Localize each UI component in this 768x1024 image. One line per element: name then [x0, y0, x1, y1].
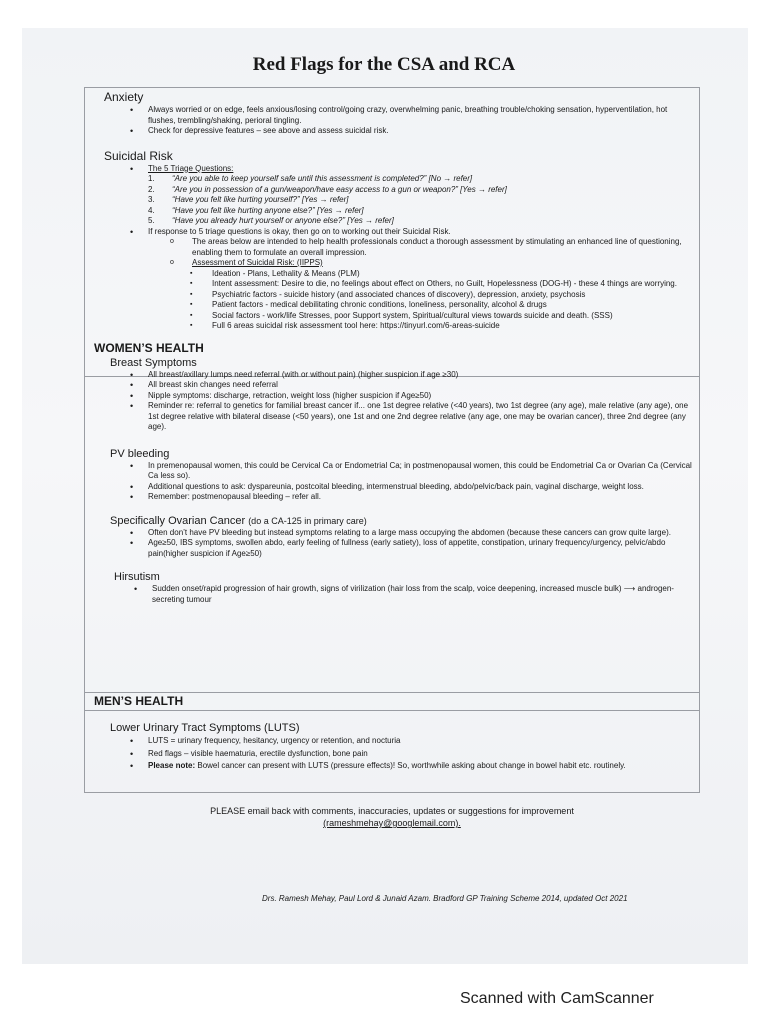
hirsutism-list	[108, 584, 696, 605]
list-item: • Often don’t have PV bleeding but instead symptoms relating to a large mass occupying the abdomen (because these cancers can grow quite large).	[104, 528, 696, 539]
list-item[interactable]: ▪ Full 6 areas suicidal risk assessment tool here: https://tinyurl.com/6-areas-suicide	[168, 321, 696, 332]
ovarian-heading	[110, 514, 696, 528]
list-item	[104, 760, 694, 773]
question-text: “Have you already hurt yourself or anyone else?” [Yes → refer]	[172, 216, 394, 225]
camscanner-watermark: Scanned with CamScanner	[460, 990, 654, 1007]
list-item: • Always worried or on edge, feels anxious/losing control/going crazy, overwhelming panic, breathing trouble/choking sensation, hyperventilation, hot flushes, trembling/shaking, perioral tingling.	[104, 105, 696, 126]
iipps-label: Assessment of Suicidal Risk: (IIPPS)	[192, 258, 323, 267]
question-number: 2.	[148, 184, 155, 194]
breast-heading: Breast Symptoms	[110, 356, 197, 369]
question-text: “Are you able to keep yourself safe until this assessment is completed?” [No → refer]	[172, 174, 473, 183]
document-body	[94, 90, 696, 770]
list-item	[104, 216, 696, 227]
triage-label: The 5 Triage Questions:	[148, 163, 234, 173]
pv-list	[104, 461, 696, 503]
list-item	[104, 185, 696, 196]
suicidal-sublist	[104, 237, 696, 269]
list-item: • All breast skin changes need referral	[104, 380, 696, 391]
list-item: • Age≥50, IBS symptoms, swollen abdo, early feeling of fullness (early satiety), loss of appetite, constipation, urinary frequency/urgency, pelvic/abdo pain(higher suspicion if Age≥50)	[104, 538, 696, 559]
suicidal-section	[104, 149, 696, 332]
list-item	[104, 195, 696, 206]
question-number: 5.	[148, 216, 155, 225]
question-number: 1.	[148, 174, 155, 183]
anxiety-list	[104, 105, 696, 137]
list-item: • All breast/axillary lumps need referral (with or without pain) (higher suspicion if age ≥30)	[104, 370, 696, 381]
anxiety-heading: Anxiety	[104, 90, 144, 104]
list-item: • In premenopausal women, this could be Cervical Ca or Endometrial Ca; in postmenopausal women, this could be Endometrial Ca or Ovarian Ca (Cervical Ca less so).	[104, 461, 696, 482]
list-item: • Sudden onset/rapid progression of hair growth, signs of virilization (hair loss from the scalp, voice deepening, increased muscle bulk) ⟶ androgen-secreting tumour	[108, 584, 696, 605]
note-text: Bowel cancer can present with LUTS (pressure effects)! So, worthwhile asking about change in bowel habit etc. routinely.	[195, 761, 626, 770]
list-item: • Remember: postmenopausal bleeding – refer all.	[104, 492, 696, 503]
womens-heading: WOMEN’S HEALTH	[94, 340, 204, 355]
feedback-email-link[interactable]: (rameshmehay@googlemail.com).	[323, 818, 461, 828]
question-text: “Are you in possession of a gun/weapon/have easy access to a gun or weapon?” [Yes → refer]	[172, 184, 507, 194]
suicidal-heading: Suicidal Risk	[104, 148, 173, 163]
list-item: ▪ Social factors - work/life Stresses, poor Support system, Spiritual/cultural views towards suicide and death. (SSS)	[168, 311, 696, 322]
authors-credit: Drs. Ramesh Mehay, Paul Lord & Junaid Azam. Bradford GP Training Scheme 2014, updated Oct 2021	[262, 894, 628, 903]
list-item: ▪ Ideation - Plans, Lethality & Means (PLM)	[168, 269, 696, 280]
feedback-text: PLEASE email back with comments, inaccuracies, updates or suggestions for improvement	[210, 806, 574, 816]
list-item: • If response to 5 triage questions is okay, then go on to working out their Suicidal Risk.	[104, 227, 696, 238]
question-number: 4.	[148, 205, 155, 215]
list-item: • Reminder re: referral to genetics for familial breast cancer if... one 1st degree relative (<40 years), two 1st degree (any age), male relative (any age), one 1st degree relative with bilateral disease (<50 years), one 1st and one 2nd degree relative (any age, one may be ovarian cancer), three 2nd degree (any age).	[104, 401, 696, 433]
divider-mens	[84, 692, 700, 693]
triage-questions	[104, 174, 696, 227]
feedback-footer	[84, 805, 700, 829]
mens-heading: MEN’S HEALTH	[94, 694, 184, 708]
list-item	[104, 174, 696, 185]
list-item	[104, 164, 696, 175]
list-item	[104, 206, 696, 217]
luts-list	[104, 735, 694, 773]
ovarian-heading-text: Specifically Ovarian Cancer	[110, 514, 246, 527]
iipps-list	[104, 269, 696, 332]
luts-heading: Lower Urinary Tract Symptoms (LUTS)	[110, 722, 300, 734]
list-item: • Check for depressive features – see above and assess suicidal risk.	[104, 126, 696, 137]
womens-health-section	[94, 341, 696, 606]
question-text: “Have you felt like hurting anyone else?” [Yes → refer]	[172, 205, 364, 215]
mens-health-section	[94, 694, 694, 773]
question-number: 3.	[148, 195, 155, 204]
ovarian-heading-note: (do a CA-125 in primary care)	[248, 515, 367, 526]
note-label: Please note:	[148, 761, 196, 770]
list-item: o The areas below are intended to help health professionals conduct a thorough assessment by stimulating an enhanced line of questioning, enabling them to formulate an overall impression.	[148, 237, 696, 258]
list-item: • Red flags – visible haematuria, erectile dysfunction, bone pain	[104, 748, 694, 761]
suicidal-followup-list	[104, 227, 696, 238]
list-item: • LUTS = urinary frequency, hesitancy, urgency or retention, and nocturia	[104, 735, 694, 748]
list-item: • Nipple symptoms: discharge, retraction, weight loss (higher suspicion if Age≥50)	[104, 391, 696, 402]
list-item	[148, 258, 696, 269]
list-item: ▪ Psychiatric factors - suicide history (and associated chances of discovery), depression, anxiety, psychosis	[168, 290, 696, 301]
suicidal-list	[104, 164, 696, 175]
page-title: Red Flags for the CSA and RCA	[252, 54, 516, 75]
question-text: “Have you felt like hurting yourself?” [Yes → refer]	[172, 195, 349, 204]
breast-list	[104, 370, 696, 433]
pv-heading: PV bleeding	[110, 447, 170, 460]
list-item: • Additional questions to ask: dyspareunia, postcoital bleeding, intermenstrual bleeding, abdo/pelvic/back pain, vaginal discharge, weight loss.	[104, 482, 696, 493]
hirsutism-heading: Hirsutism	[114, 571, 160, 583]
ovarian-list	[104, 528, 696, 560]
anxiety-section	[104, 90, 696, 137]
list-item: ▪ Intent assessment: Desire to die, no feelings about effect on Others, no Guilt, Hopelessness (DOG-H) - these 4 things are worrying.	[168, 279, 696, 290]
list-item: ▪ Patient factors - medical debilitating chronic conditions, loneliness, personality, alcohol & drugs	[168, 300, 696, 311]
